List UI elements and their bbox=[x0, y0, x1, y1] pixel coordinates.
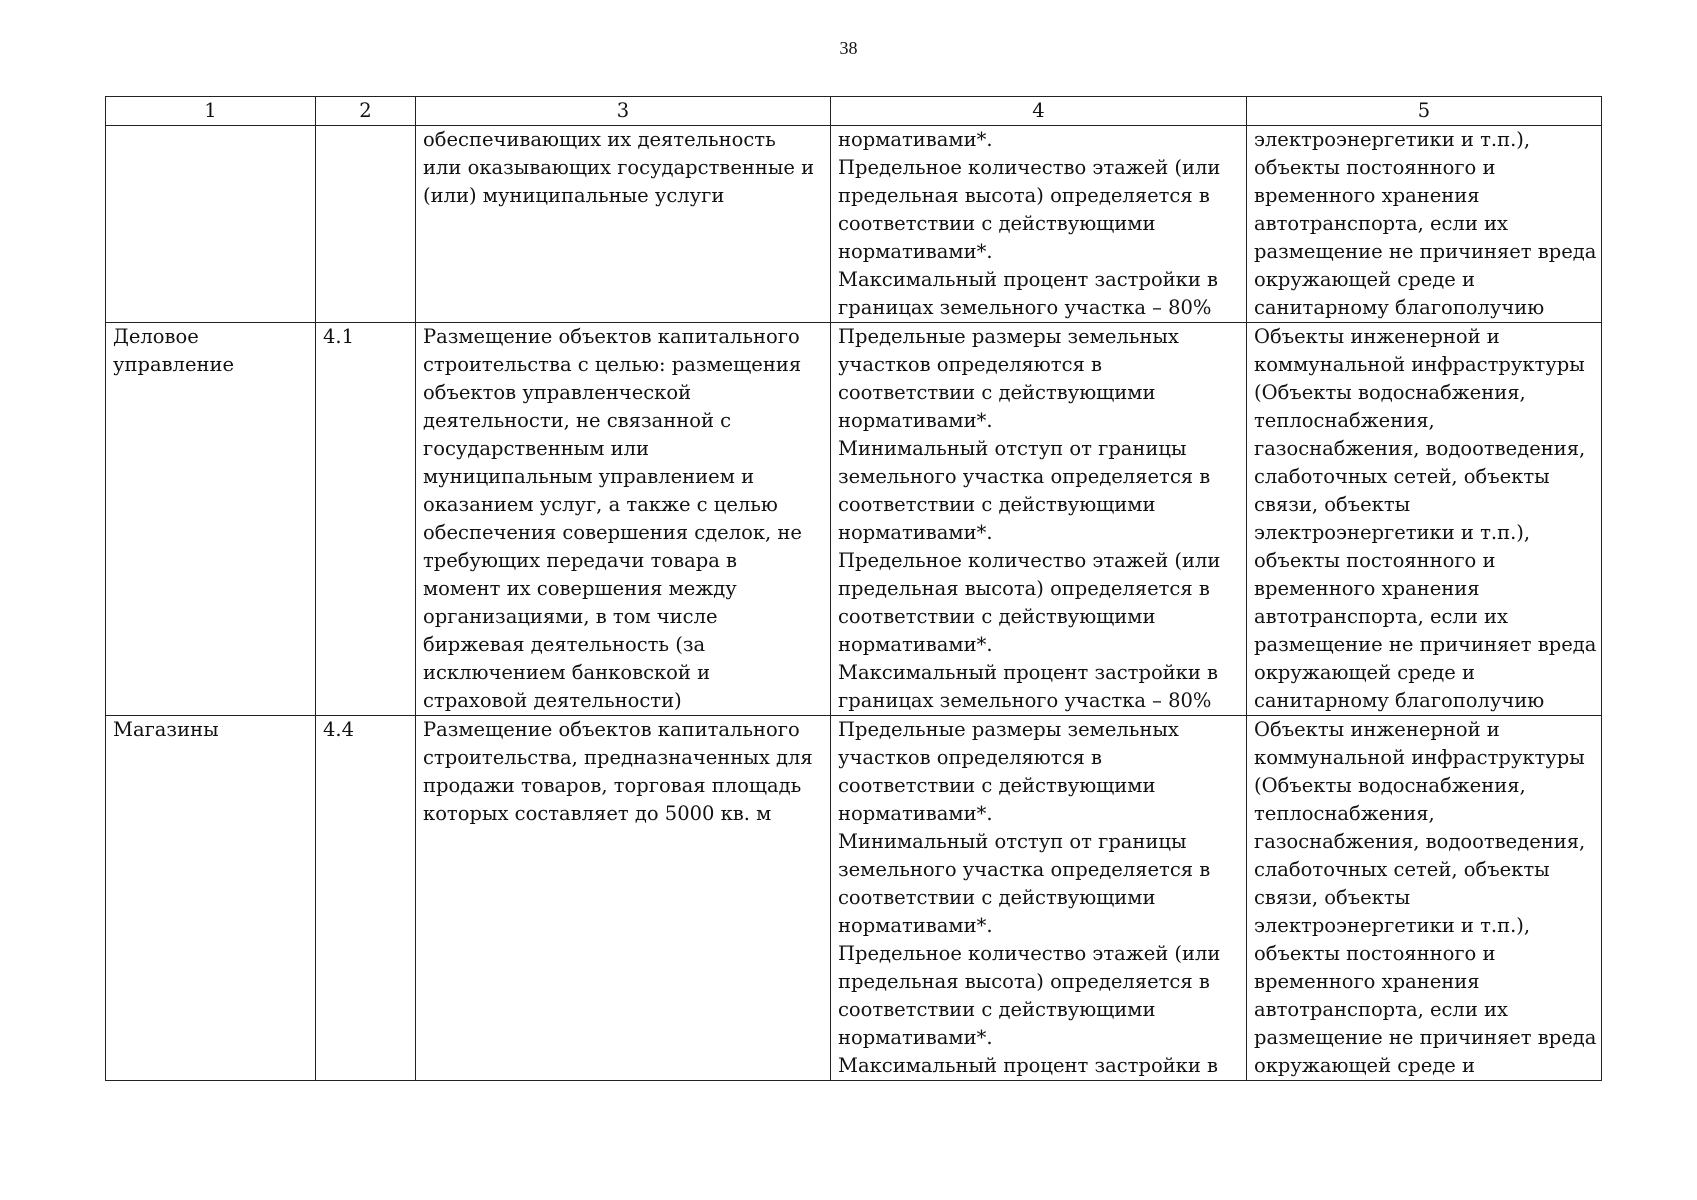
text-line: Объекты инженерной и bbox=[1254, 325, 1500, 348]
text-line: электроэнергетики и т.п.), bbox=[1254, 914, 1531, 937]
table-row bbox=[106, 716, 1602, 1081]
text-line: соответствии с действующими bbox=[838, 381, 1156, 404]
text-line: требующих передачи товара в bbox=[423, 549, 738, 572]
text-line: нормативами*. bbox=[838, 521, 993, 544]
text-line: продажи товаров, торговая площадь bbox=[423, 774, 802, 797]
description-cell bbox=[416, 323, 831, 716]
text-line: строительства, предназначенных для bbox=[423, 746, 813, 769]
header-row bbox=[106, 97, 1602, 126]
auxiliary-uses-cell bbox=[1247, 126, 1602, 323]
text-line: управление bbox=[113, 353, 235, 376]
text-line: коммунальной инфраструктуры bbox=[1254, 353, 1585, 376]
text-line: Минимальный отступ от границы bbox=[838, 830, 1187, 853]
text-line: автотранспорта, если их bbox=[1254, 212, 1509, 235]
text-line: нормативами*. bbox=[838, 802, 993, 825]
use-name-cell bbox=[106, 323, 316, 716]
text-line: (Объекты водоснабжения, bbox=[1254, 774, 1526, 797]
column-header-4: 4 bbox=[831, 97, 1247, 126]
text-line: Размещение объектов капитального bbox=[423, 718, 800, 741]
text-line: Деловое bbox=[113, 325, 199, 348]
text-line: Предельные размеры земельных bbox=[838, 325, 1179, 348]
text-line: деятельности, не связанной с bbox=[423, 409, 732, 432]
text-line: границах земельного участка – 80% bbox=[838, 296, 1212, 319]
text-line: Максимальный процент застройки в bbox=[838, 1054, 1219, 1077]
text-line: связи, объекты bbox=[1254, 886, 1411, 909]
text-line: Предельное количество этажей (или bbox=[838, 942, 1221, 965]
column-header-2: 2 bbox=[316, 97, 416, 126]
parameters-cell bbox=[831, 126, 1247, 323]
text-line: участков определяются в bbox=[838, 746, 1102, 769]
use-name-cell bbox=[106, 126, 316, 323]
text-line: Максимальный процент застройки в bbox=[838, 661, 1219, 684]
text-line: нормативами*. bbox=[838, 633, 993, 656]
column-header-5: 5 bbox=[1247, 97, 1602, 126]
text-line: Максимальный процент застройки в bbox=[838, 268, 1219, 291]
use-name-cell bbox=[106, 716, 316, 1081]
text-line: строительства с целью: размещения bbox=[423, 353, 802, 376]
text-line: обеспечения совершения сделок, не bbox=[423, 521, 802, 544]
text-line: Объекты инженерной и bbox=[1254, 718, 1500, 741]
auxiliary-uses-cell bbox=[1247, 323, 1602, 716]
text-line: нормативами*. bbox=[838, 1026, 993, 1049]
text-line: объекты постоянного и bbox=[1254, 549, 1496, 572]
text-line: или оказывающих государственные и bbox=[423, 156, 815, 179]
text-line: Предельное количество этажей (или bbox=[838, 549, 1221, 572]
text-line: государственным или bbox=[423, 437, 649, 460]
text-line: окружающей среде и bbox=[1254, 661, 1475, 684]
column-header-1: 1 bbox=[106, 97, 316, 126]
text-line: земельного участка определяется в bbox=[838, 465, 1211, 488]
table-row bbox=[106, 126, 1602, 323]
text-line: связи, объекты bbox=[1254, 493, 1411, 516]
text-line: момент их совершения между bbox=[423, 577, 737, 600]
text-line: исключением банковской и bbox=[423, 661, 711, 684]
text-line: соответствии с действующими bbox=[838, 774, 1156, 797]
auxiliary-uses-cell bbox=[1247, 716, 1602, 1081]
text-line: границах земельного участка – 80% bbox=[838, 689, 1212, 712]
text-line: которых составляет до 5000 кв. м bbox=[423, 802, 772, 825]
parameters-cell bbox=[831, 716, 1247, 1081]
text-line: земельного участка определяется в bbox=[838, 858, 1211, 881]
text-line: слаботочных сетей, объекты bbox=[1254, 465, 1550, 488]
text-line: нормативами*. bbox=[838, 240, 993, 263]
text-line: автотранспорта, если их bbox=[1254, 998, 1509, 1021]
text-line: организациями, в том числе bbox=[423, 605, 718, 628]
text-line: размещение не причиняет вреда bbox=[1254, 240, 1597, 263]
text-line: электроэнергетики и т.п.), bbox=[1254, 521, 1531, 544]
text-line: Размещение объектов капитального bbox=[423, 325, 800, 348]
text-line: электроэнергетики и т.п.), bbox=[1254, 128, 1531, 151]
text-line: предельная высота) определяется в bbox=[838, 577, 1210, 600]
text-line: объекты постоянного и bbox=[1254, 156, 1496, 179]
text-line: теплоснабжения, bbox=[1254, 409, 1435, 432]
text-line: страховой деятельности) bbox=[423, 689, 682, 712]
text-line: размещение не причиняет вреда bbox=[1254, 1026, 1597, 1049]
text-line: нормативами*. bbox=[838, 409, 993, 432]
text-line: соответствии с действующими bbox=[838, 998, 1156, 1021]
use-code-cell bbox=[316, 126, 416, 323]
text-line: слаботочных сетей, объекты bbox=[1254, 858, 1550, 881]
text-line: соответствии с действующими bbox=[838, 886, 1156, 909]
text-line: Минимальный отступ от границы bbox=[838, 437, 1187, 460]
text-line: предельная высота) определяется в bbox=[838, 184, 1210, 207]
text-line: соответствии с действующими bbox=[838, 212, 1156, 235]
text-line: окружающей среде и bbox=[1254, 268, 1475, 291]
use-code-cell: 4.4 bbox=[316, 716, 416, 1081]
text-line: временного хранения bbox=[1254, 577, 1480, 600]
land-use-table bbox=[105, 96, 1602, 1081]
use-code-cell: 4.1 bbox=[316, 323, 416, 716]
text-line: санитарному благополучию bbox=[1254, 296, 1545, 319]
text-line: санитарному благополучию bbox=[1254, 689, 1545, 712]
text-line: предельная высота) определяется в bbox=[838, 970, 1210, 993]
text-line: Предельное количество этажей (или bbox=[838, 156, 1221, 179]
text-line: оказанием услуг, а также с целью bbox=[423, 493, 778, 516]
text-line: газоснабжения, водоотведения, bbox=[1254, 830, 1586, 853]
text-line: (Объекты водоснабжения, bbox=[1254, 381, 1526, 404]
description-cell bbox=[416, 126, 831, 323]
text-line: автотранспорта, если их bbox=[1254, 605, 1509, 628]
text-line: газоснабжения, водоотведения, bbox=[1254, 437, 1586, 460]
parameters-cell bbox=[831, 323, 1247, 716]
text-line: Предельные размеры земельных bbox=[838, 718, 1179, 741]
text-line: теплоснабжения, bbox=[1254, 802, 1435, 825]
text-line: объекты постоянного и bbox=[1254, 942, 1496, 965]
text-line: временного хранения bbox=[1254, 970, 1480, 993]
table-row bbox=[106, 323, 1602, 716]
text-line: (или) муниципальные услуги bbox=[423, 184, 725, 207]
text-line: соответствии с действующими bbox=[838, 493, 1156, 516]
text-line: объектов управленческой bbox=[423, 381, 692, 404]
text-line: окружающей среде и bbox=[1254, 1054, 1475, 1077]
column-header-3: 3 bbox=[416, 97, 831, 126]
description-cell bbox=[416, 716, 831, 1081]
text-line: коммунальной инфраструктуры bbox=[1254, 746, 1585, 769]
text-line: соответствии с действующими bbox=[838, 605, 1156, 628]
table-body bbox=[106, 126, 1602, 1081]
text-line: муниципальным управлением и bbox=[423, 465, 755, 488]
text-line: биржевая деятельность (за bbox=[423, 633, 706, 656]
text-line: размещение не причиняет вреда bbox=[1254, 633, 1597, 656]
text-line: участков определяются в bbox=[838, 353, 1102, 376]
text-line: нормативами*. bbox=[838, 914, 993, 937]
text-line: нормативами*. bbox=[838, 128, 993, 151]
text-line: Магазины bbox=[113, 718, 219, 741]
text-line: обеспечивающих их деятельность bbox=[423, 128, 776, 151]
text-line: временного хранения bbox=[1254, 184, 1480, 207]
table-header bbox=[106, 97, 1602, 126]
page-number: 38 bbox=[839, 38, 858, 58]
